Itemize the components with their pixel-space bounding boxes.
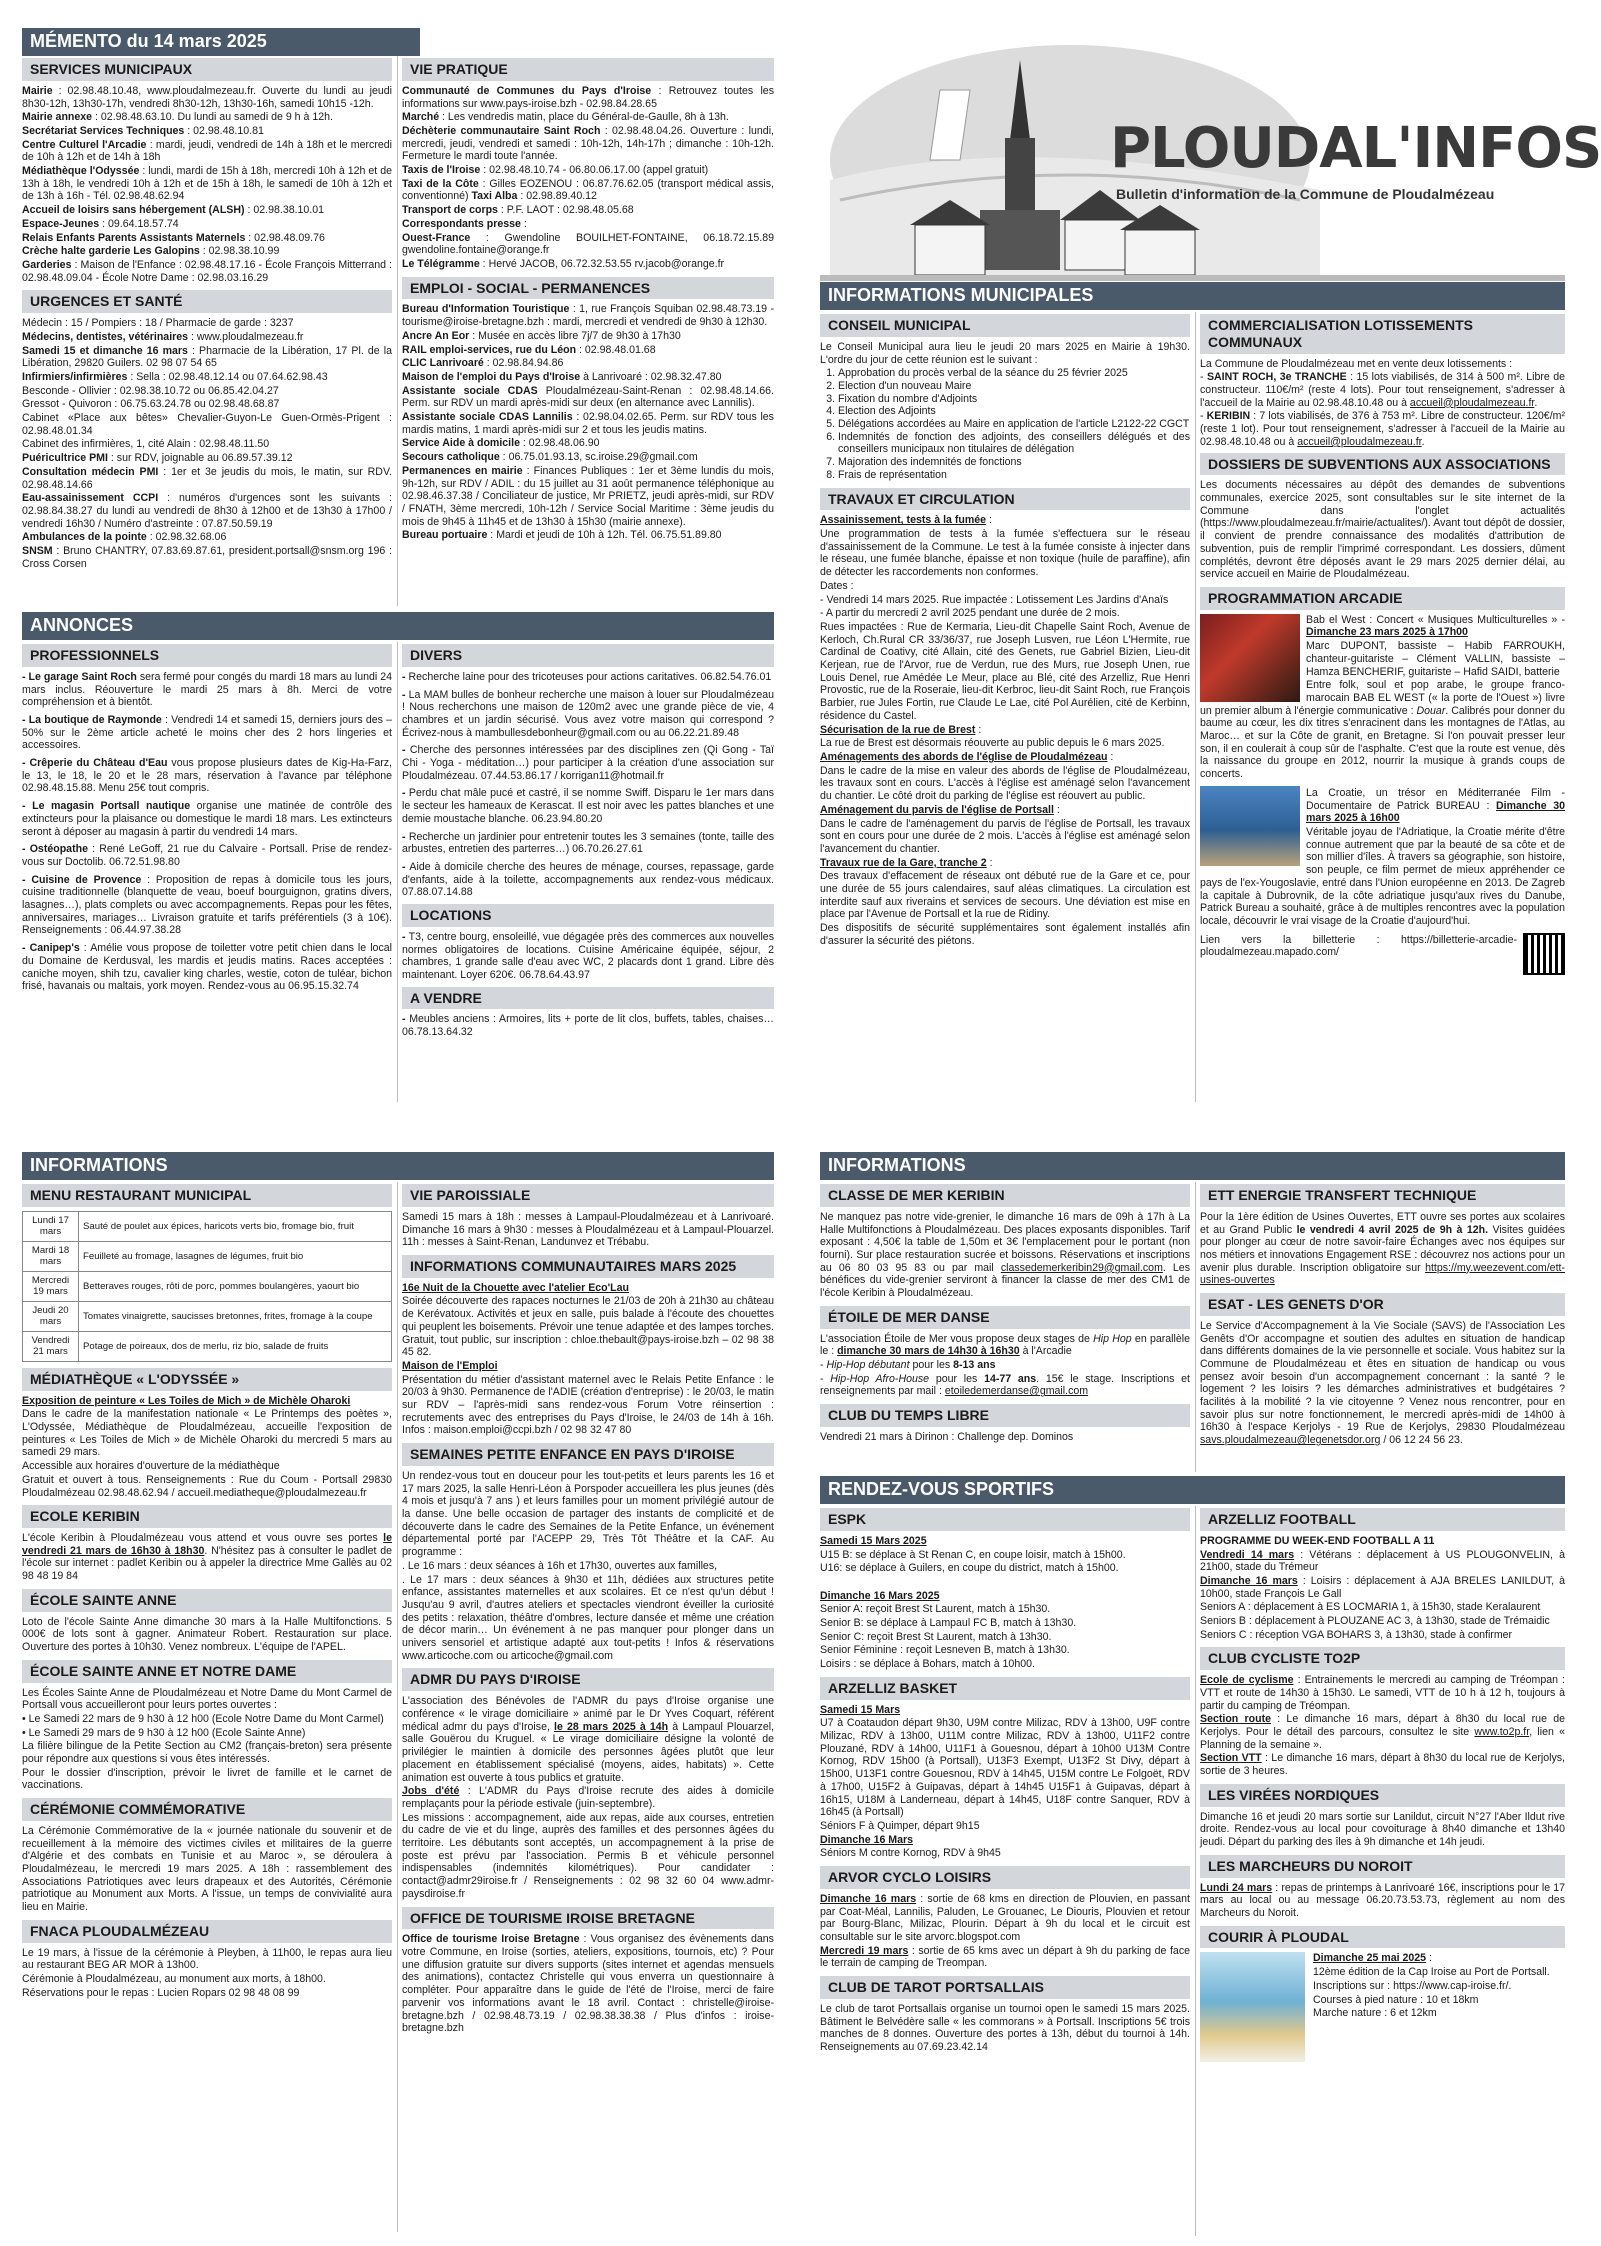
admr-title: ADMR DU PAYS D'IROISE xyxy=(402,1668,774,1691)
text-line: RAIL emploi-services, rue du Léon : 02.98.48.01.68 xyxy=(402,343,656,356)
arcadie-title: PROGRAMMATION ARCADIE xyxy=(1200,587,1565,610)
pros-list xyxy=(22,671,392,993)
qr-code-icon[interactable] xyxy=(1523,933,1565,975)
text-line: Exposition de peinture « Les Toiles de Mich » de Michèle Oharoki xyxy=(22,1394,351,1407)
list-item: - Recherche laine pour des tricoteuses pour actions caritatives. 06.82.54.76.01 xyxy=(402,671,774,684)
list-item: 3. Fixation du nombre d'Adjoints xyxy=(838,393,1190,406)
etoile-text xyxy=(820,1333,1190,1399)
menu-day: Jeudi 20 mars xyxy=(23,1301,79,1331)
menu-dish: Feuilleté au fromage, lasagnes de légumes, fruit bio xyxy=(79,1241,392,1271)
tl-title: CLUB DU TEMPS LIBRE xyxy=(820,1404,1190,1427)
divers-list xyxy=(402,671,774,899)
text-line: Samedi 15 Mars 2025 xyxy=(820,1534,927,1547)
text-line: - KERIBIN : 7 lots viabilisés, de 376 à 753 m². Libre de constructeur. 120€/m² (reste 1 lot). Pour tout renseignement, s'adresser à l'accueil de la Mairie au 02.98.48.10.48 ou à accueil@ploudalmezeau.fr. xyxy=(1200,410,1565,448)
text-line: La filière bilingue de la Petite Section au CM2 (français-breton) sera présente pour répondre aux questions si vous êtes intéressés. xyxy=(22,1740,392,1766)
travaux-title: TRAVAUX ET CIRCULATION xyxy=(820,488,1190,511)
locations-title: LOCATIONS xyxy=(402,904,774,927)
text-line: Médiathèque l'Odyssée : lundi, mardi de 15h à 18h, mercredi 10h à 12h et de 13h à 18h, le vendredi 10h à 12h et de 15h à 18h, le samedi de 10h à 12h et de 13h à 16h - Tél. 02.98.48.62.94 xyxy=(22,165,392,203)
text-line: • Le Samedi 29 mars de 9 h30 à 12 h00 (Ecole Sainte Anne) xyxy=(22,1726,306,1739)
text-line: Accueil de loisirs sans hébergement (ALSH) : 02.98.38.10.01 xyxy=(22,204,325,217)
menu-dish: Betteraves rouges, rôti de porc, pommes boulangères, yaourt bio xyxy=(79,1271,392,1301)
text-line: Cérémonie à Ploudalmézeau, au monument aux morts, à 18h00. xyxy=(22,1973,326,1986)
annonces-band: ANNONCES xyxy=(22,612,774,640)
espk-text xyxy=(820,1535,1190,1671)
text-line: Les missions : accompagnement, aide aux repas, aide aux courses, entretien du cadre de vie et du linge, auprès des familles et des personnes âgées du territoire. Les débutants sont acceptés, un accompagnement à la prise de poste est prévu par l'association. Permis B et véhicule personnel indispensables (indemnités kilométriques). Pour candidater : contact@admr29iroise.fr / Renseignements : 02 98 32 60 04 www.admr-paysdiroise.fr xyxy=(402,1811,774,1900)
text-line: Seniors B : déplacement à PLOUZANE AC 3, à 13h30, stade de Trémaidic xyxy=(1200,1615,1550,1628)
text-line: Dimanche 25 mai 2025 : xyxy=(1313,1952,1432,1965)
semaines-text xyxy=(402,1470,774,1663)
football-title: ARZELLIZ FOOTBALL xyxy=(1200,1508,1565,1531)
courir-title: COURIR À PLOUDAL xyxy=(1200,1926,1565,1949)
tarot-title: CLUB DE TAROT PORTSALLAIS xyxy=(820,1976,1190,1999)
col-pros xyxy=(22,642,392,1112)
marcheurs-title: LES MARCHEURS DU NOROIT xyxy=(1200,1855,1565,1878)
text-line: Samedi 15 et dimanche 16 mars : Pharmacie de la Libération, 17 Pl. de la Libération, 29820 Guilers. 02 98 07 54 65 xyxy=(22,344,392,370)
col-ett xyxy=(1200,1182,1565,1472)
vie-pratique-text xyxy=(402,85,774,271)
text-line: Senior Féminine : reçoit Lesneven B, match à 13h30. xyxy=(820,1644,1070,1657)
list-item: - Canipep's : Amélie vous propose de toiletter votre petit chien dans le local du Domaine de Kerdusval, les mardis et jeudis matins. Races acceptées : caniche moyen, shih tzu, cavalier king charles, westie, coton de tuléar, bichon frisé, havanais ou maltais, york moyen. Rendez-vous au 06.95.15.32.74 xyxy=(22,942,392,993)
ceremonie-title: CÉRÉMONIE COMMÉMORATIVE xyxy=(22,1798,392,1821)
text-line: Inscriptions sur : https://www.cap-iroise.fr/. xyxy=(1313,1979,1512,1992)
brand-title: PLOUDAL'INFOS xyxy=(1110,116,1601,181)
conseil-intro: Le Conseil Municipal aura lieu le jeudi 20 mars 2025 en Mairie à 19h30. L'ordre du jour de cette réunion est le suivant : xyxy=(820,340,1190,366)
keribin-text: L'école Keribin à Ploudalmézeau vous attend et vous ouvre ses portes le vendredi 21 mars de 16h30 à 18h30. N'hésitez pas à consulter le padlet de l'école sur internet : padlet Keribin ou à appeler la directrice Mme Gallès au 02 98 48 19 84 xyxy=(22,1532,392,1583)
text-line: Assistante sociale CDAS Lannilis : 02.98.04.02.65. Perm. sur RDV tous les mardis matins, 1 mardi après-midi sur 2 et tous les jeudis matins. xyxy=(402,411,774,436)
text-line: Séniors M contre Kornog, RDV à 9h45 xyxy=(820,1847,1001,1860)
vie-pratique-title: VIE PRATIQUE xyxy=(402,58,774,81)
text-line: Un rendez-vous tout en douceur pour les tout-petits et leurs parents les 16 et 17 mars 2025, la salle Henri-Léon à Porspoder accueillera les plus jeunes (dès 4 mois et jusqu'à 7 ans ) et leurs familles pour un moment privilégié autour de la danse. Une belle occasion de partager des instants de complicité et de découverte dans le cadre des Semaines de la Petite Enfance, un événement départemental porté par l'ACEPP 29, Très Tôt Théâtre et la CAF. Au programme : xyxy=(402,1469,774,1559)
text-line: Dimanche 16 Mars xyxy=(820,1833,914,1846)
ett-text: Pour la 1ère édition de Usines Ouvertes, ETT ouvre ses portes aux scolaires et au Grand Public le vendredi 4 avril 2025 de 9h à 12h. Visites guidées pour plonger au cœur de notre savoir-faire Échanges avec nos équipes sur nos métiers et innovations Engagement RSE : découvrez nos actions pour un avenir plus durable. Inscription obligatoire sur https://my.weezevent.com/ett-usines-ouvertes xyxy=(1200,1210,1565,1287)
text-line: Ouest-France : Gwendoline BOUILHET-FONTAINE, 06.18.72.15.89 gwendoline.fontaine@orange.fr xyxy=(402,231,774,257)
text-line: L'association des Bénévoles de l'ADMR du pays d'Iroise organise une conférence « le virage domiciliaire » animé par le Dr Yves Coquart, référent médical admr du pays d'Iroise, le 28 mars 2025 à 14h à Lampaul Plouarzel, salle Gouërou du Kruguel. « Le virage domiciliaire désigne la volonté de privilégier le maintien à domicile des personnes âgées plutôt que leur placement en établissement spécialisé (moyens, aides, habitats) ». Cette animation est ouverte à tous publics et gratuite. xyxy=(402,1695,775,1784)
arcadie-link[interactable]: Lien vers la billetterie : https://billetterie-arcadie-ploudalmezeau.mapado.com/ xyxy=(1200,933,1517,959)
text-line: Maison de l'Emploi xyxy=(402,1359,498,1372)
croatia-photo xyxy=(1200,786,1300,866)
menu-dish: Tomates vinaigrette, saucisses bretonnes, frites, fromage à la coupe xyxy=(79,1301,392,1331)
arcadie-p2: Marc DUPONT, bassiste – Habib FARROUKH, chanteur-guitariste – Clément VALLIN, bassiste – Hamza BENCHERIF, guitariste – Hafid SAIDI, batterie xyxy=(1306,640,1565,678)
col-comm xyxy=(1200,312,1565,1112)
col-paroisse xyxy=(402,1182,774,2242)
text-line: Ecole de cyclisme : Entrainements le mercredi au camping de Tréompan : VTT et route de 14h30 à 15h30. Le samedi, VTT de 10 h à 12 h, toujours à partir du camping de Tréompan. xyxy=(1200,1674,1565,1712)
ett-title: ETT ENERGIE TRANSFERT TECHNIQUE xyxy=(1200,1184,1565,1207)
text-line: SNSM : Bruno CHANTRY, 07.83.69.87.61, president.portsall@snsm.org 196 : Cross Corsen xyxy=(22,545,392,570)
commu-title: INFORMATIONS COMMUNAUTAIRES MARS 2025 xyxy=(402,1255,774,1278)
menu-dish: Sauté de poulet aux épices, haricots verts bio, fromage bio, fruit xyxy=(79,1211,392,1241)
concert-photo xyxy=(1200,614,1300,702)
text-line: . Le 17 mars : deux séances à 9h30 et 11h, dédiées aux structures petite enfance, assistantes maternelles et aux scolaires. Et ce n'est qu'un début ! Jusqu'au 9 avril, d'autres ateliers et spectacles viendront éveiller la curiosité des petits : relaxation, théâtre d'ombres, lecture dansée et même une création de décor marin… Un événement à ne pas manquer pour plonger dans un univers sensoriel et artistique adapté aux tout-petits ! Infos & réservations www.articoche.com ou articoche@gmail.com xyxy=(402,1573,774,1662)
list-item: - T3, centre bourg, ensoleillé, vue dégagée près des commerces aux nouvelles normes obligatoires de locations. Cuisine Américaine équipée, séjour, 2 chambres, 1 grande salle d'eau avec WC, 2 placards dont 1 grand. Libre dès maintenant. Loyer 620€. 06.78.64.43.97 xyxy=(402,931,774,982)
text-line: - Hip-Hop débutant pour les 8-13 ans xyxy=(820,1358,996,1371)
list-item: - Cuisine de Provence : Proposition de repas à domicile tous les jours, cuisine traditionnelle (blanquette de veau, boeuf bourguignon, gratins divers, lasagnes…), plats complets ou avec accompagnements. Repas pour les fêtes, anniversaires, mariages… Livraison gratuite et tarifs préférentiels (3 à 10€). Renseignements : 06.44.97.38.28 xyxy=(22,874,392,938)
text-line: Centre Culturel l'Arcadie : mardi, jeudi, vendredi de 14h à 18h et le mercredi de 10h à 12h et de 14h à 18h xyxy=(22,138,392,164)
col-divers xyxy=(402,642,774,1112)
text-line: Accessible aux horaires d'ouverture de la médiathèque xyxy=(22,1460,280,1473)
brand-subtitle: Bulletin d'information de la Commune de Ploudalmézeau xyxy=(1116,186,1495,202)
info-left-band: INFORMATIONS xyxy=(22,1152,774,1180)
menu-day: Mercredi 19 mars xyxy=(23,1271,79,1301)
text-line: Dates : xyxy=(820,579,854,592)
vendre-list xyxy=(402,1013,774,1038)
ste-anne-nd-title: ÉCOLE SAINTE ANNE ET NOTRE DAME xyxy=(22,1660,392,1683)
text-line: Vendredi 14 mars : Vétérans : déplacement à US PLOUGONVELIN, à 21h00, stade du Trémeur xyxy=(1200,1548,1565,1574)
conseil-title: CONSEIL MUNICIPAL xyxy=(820,314,1190,337)
text-line: Mairie annexe : 02.98.48.63.10. Du lundi au samedi de 9 h à 12h. xyxy=(22,111,333,124)
list-item: 2. Election d'un nouveau Maire xyxy=(838,380,1190,393)
services-text xyxy=(22,85,392,285)
text-line: Consultation médecin PMI : 1er et 3e jeudis du mois, le matin, sur RDV. 02.98.48.14.66 xyxy=(22,465,392,491)
text-line: Maison de l'emploi du Pays d'Iroise à Lanrivoaré : 02.98.32.47.80 xyxy=(402,370,722,383)
text-line: Mairie : 02.98.48.10.48, www.ploudalmezeau.fr. Ouverte du lundi au jeudi 8h30-12h, 13h30-17h, vendredi 8h30-12h, 13h30-16h, samedi 10h15 -12h. xyxy=(22,84,392,110)
text-line: Service Aide à domicile : 02.98.48.06.90 xyxy=(402,437,600,450)
list-item: 8. Frais de représentation xyxy=(838,469,1190,482)
text-line: Puéricultrice PMI : sur RDV, joignable au 06.89.57.39.12 xyxy=(22,452,293,465)
list-item: - Perdu chat mâle pucé et castré, il se nomme Swiff. Disparu le 1er mars dans le secteur les hameaux de Kerascat. Il est noir avec les pattes blanches et une demie moustache blanche. 06.23.94.80.20 xyxy=(402,787,774,825)
menu-day: Vendredi 21 mars xyxy=(23,1331,79,1361)
semaines-title: SEMAINES PETITE ENFANCE EN PAYS D'IROISE xyxy=(402,1443,774,1466)
ceremonie-text: La Cérémonie Commémorative de la « journée nationale du souvenir et de recueillement à la mémoire des victimes civiles et militaires de la guerre d'Algérie et des combats en Tunisie et au Maroc », se déroulera à Ploudalmézeau, le mercredi 19 mars 2025. A 18h : rassemblement des Associations Patriotiques avec leurs drapeaux et des Autorités, Cérémonie patriotique au Monument aux Morts. A l'issue, un temps de convivialité aura lieu en Mairie. xyxy=(22,1824,392,1914)
list-item: 7. Majoration des indemnités de fonctions xyxy=(838,456,1190,469)
services-title: SERVICES MUNICIPAUX xyxy=(22,58,392,81)
tl-text: Vendredi 21 mars à Dirinon : Challenge dep. Dominos xyxy=(820,1430,1074,1443)
text-line: Crèche halte garderie Les Galopins : 02.98.38.10.99 xyxy=(22,245,280,258)
list-item: - La boutique de Raymonde : Vendredi 14 et samedi 15, derniers jours des – 50% sur le 2ème article acheté le moins cher des 2 hors lingeries et accessoires. xyxy=(22,714,392,752)
text-line: Séniors F à Quimper, départ 9h15 xyxy=(820,1819,980,1832)
emploi-title: EMPLOI - SOCIAL - PERMANENCES xyxy=(402,277,774,300)
esat-title: ESAT - LES GENETS D'OR xyxy=(1200,1293,1565,1316)
text-line: Ambulances de la pointe : 02.98.32.68.06 xyxy=(22,531,227,544)
menu-table xyxy=(22,1211,392,1362)
text-line: Travaux rue de la Gare, tranche 2 : xyxy=(820,856,993,869)
list-item: - Cherche des personnes intéressées par des disciplines zen (Qi Gong - Taï Chi - Yoga - méditation…) pour participer à la création d'une association sur Ploudalmézeau. 07.44.53.86.17 / korrigan11@hotmail.fr xyxy=(402,744,774,782)
cycliste-text xyxy=(1200,1674,1565,1778)
text-line: Des travaux d'effacement de réseaux ont débuté rue de la Gare et ce, pour une durée de 55 jours calendaires, sauf aléas climatiques. La circulation est interdite sauf aux riverains et services de secours. Une déviation est mise en place par l'Avenue de Portsall et la rue de Ridiny. xyxy=(820,870,1190,921)
arcadie-p3: Entre folk, soul et pop arabe, le groupe franco-marocain BAB EL WEST (« la porte de l'Ouest ») livre un premier album à l'énergie communicative : Douar. Calibrés pour donner du baume au cœur, les dix titres s'enracinent dans les montagnes de l'Atlas, au Maroc… et sur la Côte de granit, en Bretagne. Si l'on pouvait presser leur son, il en coulerait à coup sûr de l'asphalte. C'est que la route est venue, dès la naissance du groupe en 2012, nourrir la musique à grands coups de concerts. xyxy=(1200,679,1565,781)
virees-title: LES VIRÉES NORDIQUES xyxy=(1200,1784,1565,1807)
text-line: Seniors C : réception VGA BOHARS 3, à 13h30, stade à confirmer xyxy=(1200,1628,1513,1641)
text-line: Section VTT : Le dimanche 16 mars, départ à 8h30 du local rue de Kerjolys, sortie de 3 heures. xyxy=(1200,1752,1565,1778)
text-line: - SAINT ROCH, 3e TRANCHE : 15 lots viabilisés, de 314 à 500 m². Libre de constructeur. 110€/m² (reste 4 lots). Pour tout renseignement, s'adresser à l'accueil de la Mairie au 02.98.48.10.48 ou à accueil@ploudalmezeau.fr. xyxy=(1200,371,1565,409)
urgences-text xyxy=(22,317,392,570)
text-line: Secrétariat Services Techniques : 02.98.48.10.81 xyxy=(22,124,264,137)
office-text: Office de tourisme Iroise Bretagne : Vous organisez des évènements dans votre Commune, en Iroise (sorties, ateliers, expositions, tournois, etc) ? Pour une diffusion gratuite sur divers supports (sites internet et agendas mensuels des animations), contactez Christelle qui vous enverra un questionnaire à compléter. Pour apparaître dans le guide de l'été de l'Iroise, merci de faire parvenir vos informations avant le 18 avril. Contact : christelle@iroise-bretagne.bzh / 02.98.48.73.19 / 02.98.38.38.38 / Plus d'infos : iroise-bretagne.bzh xyxy=(402,1933,774,2035)
vendre-title: A VENDRE xyxy=(402,987,774,1010)
text-line: Assainissement, tests à la fumée : xyxy=(820,514,992,527)
subv-title: DOSSIERS DE SUBVENTIONS AUX ASSOCIATIONS xyxy=(1200,453,1565,476)
text-line: Senior B: se déplace à Lampaul FC B, match à 13h30. xyxy=(820,1617,1077,1630)
text-line: CLIC Lanrivoaré : 02.98.84.94.86 xyxy=(402,357,564,370)
commu-text xyxy=(402,1282,774,1437)
text-line: Transport de corps : P.F. LAOT : 02.98.48.05.68 xyxy=(402,204,634,217)
col-conseil xyxy=(820,312,1190,1112)
text-line: Dans le cadre de la mise en valeur des abords de l'église de Ploudalmézeau, les travaux sont en cours. L'accès à l'église est aménagé selon l'avancement du chantier. Le côté droit du parking de l'église est réouvert au public. xyxy=(820,764,1190,803)
arvor-text xyxy=(820,1893,1190,1970)
marcheurs-text: Lundi 24 mars : repas de printemps à Lanrivoaré 16€, inscriptions pour le 17 mars au local ou au message 06.20.73.53.73, règlement au nom des Marcheurs du Noroit. xyxy=(1200,1881,1566,1919)
text-line: . Le 16 mars : deux séances à 16h et 17h30, ouvertes aux familles, xyxy=(402,1559,718,1572)
list-item: - Aide à domicile cherche des heures de ménage, courses, repassage, garde d'enfants, aide à la toilette, accompagnements aux rendez-vous médicaux. 07.88.07.14.88 xyxy=(402,861,774,899)
text-line: Senior A: reçoit Brest St Laurent, match à 15h30. xyxy=(820,1603,1051,1616)
list-item: - Crêperie du Château d'Eau vous propose plusieurs dates de Kig-Ha-Farz, le 13, le 18, le 20 et le 28 mars, réservation à l'avance par téléphone 02.98.48.15.88. Menu 25€ tout compris. xyxy=(22,757,392,795)
comm-text xyxy=(1200,358,1565,449)
text-line: Bureau d'Information Touristique : 1, rue François Squiban 02.98.48.73.19 - tourisme@iroise-bretagne.bzh : mardi, mercredi et vendredi de 9h30 à 12h30. xyxy=(402,303,774,329)
text-line: Bureau portuaire : Mardi et jeudi de 10h à 12h. Tél. 06.75.51.89.80 xyxy=(402,529,722,542)
text-line: Médecins, dentistes, vétérinaires : www.ploudalmezeau.fr xyxy=(22,330,304,343)
text-line: Les Écoles Sainte Anne de Ploudalmézeau et Notre Dame du Mont Carmel de Portsall vous accueilleront pour leurs portes ouvertes : xyxy=(22,1686,392,1712)
odyssee-text xyxy=(22,1395,392,1500)
arvor-title: ARVOR CYCLO LOISIRS xyxy=(820,1866,1190,1889)
text-line: Dimanche 16 mars : Loisirs : déplacement à AJA BRELES LANILDUT, à 10h00, stade François Le Gall xyxy=(1200,1574,1565,1600)
text-line: Besconde - Ollivier : 02.98.38.10.72 ou 06.85.42.04.27 xyxy=(22,384,279,397)
ste-anne-text: Loto de l'école Sainte Anne dimanche 30 mars à la Halle Multifonctions. 5 000€ de lots sont à gagner. Animateur Robert. Restauration sur place. Ouverture des portes à 10h30. Venez nombreux. L'équipe de l'APEL. xyxy=(22,1615,392,1654)
text-line: Cabinet «Place aux bêtes» Chevalier-Guyon-Le Guen-Ormès-Prigent : 02.98.48.01.34 xyxy=(22,412,392,437)
list-item: 6. Indemnités de fonction des adjoints, des conseillers délégués et des conseillers municipaux non titulaires de délégation xyxy=(838,431,1190,456)
text-line: Gratuit et ouvert à tous. Renseignements : Rue du Coum - Portsall 29830 Ploudalmézeau 02.98.48.62.94 / accueil.mediatheque@ploudalmezeau.fr xyxy=(22,1473,392,1499)
text-line: Une programmation de tests à la fumée s'effectuera sur le réseau d'assainissement de la Commune. Le test à la fumée consiste à injecter dans le réseau, une fumée blanche, épaisse et non toxique (huile de paraffine), afin de détecter les raccordements non conformes. xyxy=(820,528,1190,579)
fnaca-text xyxy=(22,1947,392,2000)
col-vie-pratique xyxy=(402,56,774,616)
text-line: Médecin : 15 / Pompiers : 18 / Pharmacie de garde : 3237 xyxy=(22,317,294,330)
esat-text: Le Service d'Accompagnement à la Vie Sociale (SAVS) de l'Association Les Genêts d'Or accompagne et soutien des adultes en situation de handicap dans différents domaines de la vie personnelle et sociale. Vous habitez sur la Commune de Ploudalmézeau et êtes en situation de handicap ou vous pensez avoir besoin d'un accompagnement concernant : la santé ? le logement ? les loisirs ? les démarches administratives et budgétaires ? facilités à la mobilité ? la vie citoyenne ? Venez nous rencontrer, pour en savoir plus sur notre fonctionnement, le mercredi après-midi de 14h00 à 16h30 à l'espace Kerjolys - 19 Rue de Kerjolys, 29830 Ploudalmézeau savs.ploudalmezeau@legenetsdor.org / 06 12 24 56 23. xyxy=(1200,1319,1565,1447)
text-line: Seniors A : déplacement à ES LOCMARIA 1, à 15h30, stade Keralaurent xyxy=(1200,1601,1541,1614)
text-line: Rues impactées : Rue de Kermaria, Lieu-dit Chapelle Saint Roch, Avenue de Kerloch, Ch.Rural CR 33/36/37, rue Joseph Lusven, rue Léon L'Hermite, rue Cardinal de Coativy, cité Allain, cité des Genets, rue Gabriel Bizien, Lieu-dit Kerjean, rue de l'Arvor, rue de Verdun, rue des Murs, rue Joseph Unen, rue Louis Denel, rue Amédée Le Meur, place au Blé, cité des Arzelliz, Rue Henri Provostic, rue de la Roseraie, lieu-dit Kerbroc, lieu-dit Saint Roch, rue François Barbier, rue Jules Fortin, rue Claude Le Lae, cité Pol Aurélien, cité de Kerbinn, résidence du Castel. xyxy=(820,620,1190,722)
pros-title: PROFESSIONNELS xyxy=(22,644,392,667)
text-line: Marche nature : 6 et 12km xyxy=(1313,2007,1437,2020)
text-line xyxy=(820,1576,1190,1589)
text-line: Samedi 15 Mars xyxy=(820,1703,901,1716)
col-menu xyxy=(22,1182,392,2242)
col-keribin-mer xyxy=(820,1182,1190,1472)
text-line: Permanences en mairie : Finances Publiques : 1er et 3ème lundis du mois, 9h-12h, sur RDV / ADIL : du 15 juillet au 31 août permanence téléphonique au 02.98.46.37.38 / Conciliateur de justice, Mr PRIETZ, jeudi après-midi, sur RDV / FNATH, 3ème mercredi, 10h-12h / Service Social Maritime : 3ème jeudis du mois de 9h45 à 11h45 et de 13h30 à 15h30 (mairie annexe). xyxy=(402,464,774,528)
text-line: Garderies : Maison de l'Enfance : 02.98.48.17.16 - École François Mitterrand : 02.98.48.09.04 - École Notre Dame : 02.98.03.16.29 xyxy=(22,258,392,284)
text-line: Le 19 mars, à l'issue de la cérémonie à Pleyben, à 11h00, le repas aura lieu au restaurant BEG AR MOR à 13h00. xyxy=(22,1946,392,1972)
list-item: - Recherche un jardinier pour entretenir toutes les 3 semaines (tonte, taille des arbustes, entretien des parterres…) 06.70.26.27.61 xyxy=(402,831,774,856)
etoile-title: ÉTOILE DE MER DANSE xyxy=(820,1306,1190,1329)
cap-iroise-poster xyxy=(1200,1952,1305,2062)
col-football xyxy=(1200,1506,1565,2242)
text-line: Infirmiers/infirmières : Sella : 02.98.48.12.14 ou 07.64.62.98.43 xyxy=(22,370,328,383)
text-line: Jobs d'été : L'ADMR du Pays d'Iroise recrute des aides à domicile remplaçants pour la période estivale (juin-septembre). xyxy=(402,1785,774,1810)
conseil-list xyxy=(820,367,1190,481)
keribin-mer-text: Ne manquez pas notre vide-grenier, le dimanche 16 mars de 09h à 17h à La Halle Multifonctions à Ploudalmézeau. Des places exposants disponibles. Tarif exposant : 4,50€ la table de 1,50m et 3€ l'emplacement pour le portant (non fourni). Sur place restauration sucrée et boissons. Réservations et inscriptions au 06 80 03 95 83 ou par mail classedemerkeribin29@gmail.com. Les bénéfices du vide-grenier serviront à financer la classe de mer des CM1 de l'école Keribin à Ploudalmézeau. xyxy=(820,1210,1190,1300)
text-line: PROGRAMME DU WEEK-END FOOTBALL A 11 xyxy=(1200,1534,1435,1547)
arcadie-p5: Véritable joyau de l'Adriatique, la Croatie mérite d'être connue autrement que par la beauté de sa côte et de son millier d'îles. À travers sa géographie, son histoire, son peuple, ce film permet de mieux appréhender ce pays de l'ex-Yougoslavie, entré dans l'Union européenne en 2013. De Zagreb la capitale à Dubrovnik, de la côte adriatique jusqu'aux rives du Danube, Patrick Bureau a souhaité, grâce à de multiples rencontres avec la population locale, découvrir le vrai visage de la Croatie d'aujourd'hui. xyxy=(1200,825,1565,927)
text-line: Mercredi 19 mars : sortie de 65 kms avec un départ à 9h du parking de face le terrain de camping de Treompan. xyxy=(820,1944,1191,1970)
table-row xyxy=(23,1271,392,1301)
subv-text: Les documents nécessaires au dépôt des demandes de subventions communales, exercice 2025, sont consultables sur le site internet de la Commune dans l'onglet actualités (https://www.ploudalmezeau.fr/mairie/actualites/). Avant tout dépôt de dossier, il convient de prendre connaissance des modalités d'attribution de subvention, puis de remplir l'imprimé correspondant. Les dossiers, dûment complétés, devront être déposés avant le 29 mars 2025 dernier délai, au service accueil en Mairie de Ploudalmézeau. xyxy=(1200,479,1565,581)
travaux-text xyxy=(820,514,1190,947)
keribin-mer-title: CLASSE DE MER KERIBIN xyxy=(820,1184,1190,1207)
text-line: - Hip-Hop Afro-House pour les 14-77 ans. 15€ le stage. Inscriptions et renseignements par mail : etoiledemerdanse@gmail.com xyxy=(820,1372,1191,1398)
text-line: Assistante sociale CDAS Ploudalmézeau-Saint-Renan : 02.98.48.14.66. Perm. sur RDV un mardi après-midi sur deux (en alternance avec Lannilis). xyxy=(402,384,774,410)
memento-band: MÉMENTO du 14 mars 2025 xyxy=(22,28,420,56)
sports-band: RENDEZ-VOUS SPORTIFS xyxy=(820,1476,1565,1504)
text-line: Relais Enfants Parents Assistants Maternels : 02.98.48.09.76 xyxy=(22,231,325,244)
arcadie-p4: La Croatie, un trésor en Méditerranée Film - Documentaire de Patrick BUREAU : Dimanche 30 mars 2025 à 16h00 xyxy=(1306,786,1565,825)
arcadie-block xyxy=(1200,614,1565,959)
list-item: - La MAM bulles de bonheur recherche une maison à louer sur Ploudalmézeau ! Nous recherchons une maison de 120m2 avec une grande pièce de vie, 4 chambres et un jardin sécurisé. Vous avez votre maison qui correspond ? Écrivez-nous à mambullesdebonheur@gmail.com ou au 06.22.21.89.48 xyxy=(402,689,774,740)
basket-title: ARZELLIZ BASKET xyxy=(820,1677,1190,1700)
text-line: Marché : Les vendredis matin, place du Général-de-Gaulle, 8h à 13h. xyxy=(402,111,729,124)
list-item: - Ostéopathe : René LeGoff, 21 rue du Calvaire - Portsall. Prise de rendez-vous sur Doctolib. 06.72.51.98.80 xyxy=(22,843,392,868)
col-espk xyxy=(820,1506,1190,2242)
table-row xyxy=(23,1211,392,1241)
list-item: 1. Approbation du procès verbal de la séance du 25 février 2025 xyxy=(838,367,1190,380)
list-item: - Le garage Saint Roch sera fermé pour congés du mardi 18 mars au lundi 24 mars inclus. Réouverture le mardi 25 mars à 8h. Merci de votre compréhension et à bientôt. xyxy=(22,671,392,709)
text-line: U16: se déplace à Guilers, en coupe du district, match à 15h00. xyxy=(820,1562,1119,1575)
text-line: Cabinet des infirmières, 1, cité Alain : 02.98.48.11.50 xyxy=(22,438,270,451)
text-line: 16e Nuit de la Chouette avec l'atelier Eco'Lau xyxy=(402,1281,629,1294)
infos-muni-band: INFORMATIONS MUNICIPALES xyxy=(820,282,1565,310)
text-line: Soirée découverte des rapaces nocturnes le 21/03 de 20h à 21h30 au château de Kerévatoux. Activités et jeux en salle, puis balade à l'écoute des chouettes qui peuplent les boisements. Prévoir une tenue adaptée et des lampes torches. Gratuit, tout public, sur inscription : chloe.thebault@pays-iroise.bzh – 02 98 38 45 82. xyxy=(402,1295,774,1359)
fnaca-title: FNACA PLOUDALMÉZEAU xyxy=(22,1920,392,1943)
text-line: Communauté de Communes du Pays d'Iroise : Retrouvez toutes les informations sur www.pays-iroise.bzh - 02.98.84.28.65 xyxy=(402,84,774,110)
text-line: Gressot - Quivoron : 06.75.63.24.78 ou 02.98.48.68.87 xyxy=(22,398,280,411)
ste-anne-nd-text xyxy=(22,1687,392,1793)
menu-dish: Potage de poireaux, dos de merlu, riz bio, salade de fruits xyxy=(79,1331,392,1361)
divers-title: DIVERS xyxy=(402,644,774,667)
text-line: Loisirs : se déplace à Bohars, match à 10h00. xyxy=(820,1658,1035,1671)
text-line: - Vendredi 14 mars 2025. Rue impactée : Lotissement Les Jardins d'Anaïs xyxy=(820,593,1169,606)
emploi-text xyxy=(402,303,774,542)
text-line: Taxi de la Côte : Gilles EOZENOU : 06.87.76.62.05 (transport médical assis, conventionné) Taxi Alba : 02.98.89.40.12 xyxy=(402,177,774,203)
text-line: Senior C: reçoit Brest St Laurent, match à 13h30. xyxy=(820,1630,1052,1643)
list-item: 4. Election des Adjoints xyxy=(838,405,1190,418)
text-line: Aménagements des abords de l'église de Ploudalmézeau : xyxy=(820,750,1114,763)
text-line: U7 à Coataudon départ 9h30, U9M contre Milizac, RDV à 13h00, U9F contre Milizac, RDV à 13h00, U11M contre Milizac, RDV à 13h00, U11F2 contre Plouzané, RDV à 14h00, U11F1 à Gouesnou, départ à 10h00 U13M Contre Kornog, RDV 15h00 (à Portsall), U13F3 Exempt, U13F2 St Divy, départ à 15h00, U13F1 contre Gouesnou, RDV à 14h45, U15M contre Le Folgoët, RDV à 17h00, U15F2 à Guipavas, départ à 14h45 U15F1 à Guipavas, départ à 16h15, U18M à Landerneau, départ à 14h45, U18F contre Sanquer, RDV à 16h45 (à Portsall) xyxy=(820,1717,1190,1819)
cycliste-title: CLUB CYCLISTE TO2P xyxy=(1200,1647,1565,1670)
text-line: Sécurisation de la rue de Brest : xyxy=(820,723,982,736)
football-text xyxy=(1200,1535,1565,1642)
keribin-title: ECOLE KERIBIN xyxy=(22,1505,392,1528)
text-line: Secours catholique : 06.75.01.93.13, sc.iroise.29@gmail.com xyxy=(402,451,698,464)
text-line: La rue de Brest est désormais réouverte au public depuis le 6 mars 2025. xyxy=(820,737,1165,750)
text-line: Courses à pied nature : 10 et 18km xyxy=(1313,1993,1479,2006)
locations-list xyxy=(402,931,774,982)
text-line: Pour le dossier d'inscription, prévoir le livret de famille et le carnet de vaccinations. xyxy=(22,1766,392,1792)
text-line: L'association Étoile de Mer vous propose deux stages de Hip Hop en parallèle le : dimanche 30 mars de 14h30 à 16h30 à l'Arcadie xyxy=(820,1332,1190,1358)
text-line: • Le Samedi 22 mars de 9 h30 à 12 h00 (Ecole Notre Dame du Mont Carmel) xyxy=(22,1712,384,1725)
admr-text xyxy=(402,1695,774,1900)
list-item: - Le magasin Portsall nautique organise une matinée de contrôle des extincteurs pour la plaisance ou domestique le mardi 18 mars. Les extincteurs seront à déposer au magasin à partir du vendredi 14 mars. xyxy=(22,800,392,838)
text-line: U15 B: se déplace à St Renan C, en coupe loisir, match à 15h00. xyxy=(820,1548,1126,1561)
urgences-title: URGENCES ET SANTÉ xyxy=(22,290,392,313)
text-line: Réservations pour le repas : Lucien Ropars 02 98 48 08 99 xyxy=(22,1986,300,1999)
table-row xyxy=(23,1331,392,1361)
text-line: Eau-assainissement CCPI : numéros d'urgences sont les suivants : 02.98.84.38.27 du lundi au vendredi de 8h30 à 12h00 et de 13h30 à 17h00 / vendredi 16h30 / Numéro d'astreinte : 07.87.50.59.19 xyxy=(22,492,392,530)
arcadie-p1: Bab el West : Concert « Musiques Multiculturelles » - Dimanche 23 mars 2025 à 17h00 xyxy=(1306,613,1565,639)
basket-text xyxy=(820,1704,1190,1860)
info-right-band: INFORMATIONS xyxy=(820,1152,1565,1180)
menu-title: MENU RESTAURANT MUNICIPAL xyxy=(22,1184,392,1207)
text-line: Dans le cadre de l'aménagement du parvis de l'église de Portsall, les travaux sont en cours pour une durée de 2 mois. L'accès à l'église est aménagé selon l'avancement du chantier. xyxy=(820,817,1190,855)
text-line: Taxis de l'Iroise : 02.98.48.10.74 - 06.80.06.17.00 (appel gratuit) xyxy=(402,164,709,177)
list-item: - Meubles anciens : Armoires, lits + porte de lit clos, buffets, tables, chaises… 06.78.13.64.32 xyxy=(402,1013,774,1038)
text-line: Espace-Jeunes : 09.64.18.57.74 xyxy=(22,217,179,230)
col-services xyxy=(22,56,392,616)
text-line: Le Télégramme : Hervé JACOB, 06.72.32.53.55 rv.jacob@orange.fr xyxy=(402,257,725,270)
text-line: - A partir du mercredi 2 avril 2025 pendant une durée de 2 mois. xyxy=(820,607,1120,620)
menu-day: Lundi 17 mars xyxy=(23,1211,79,1241)
text-line: Correspondants presse : xyxy=(402,217,527,230)
comm-title: COMMERCIALISATION LOTISSEMENTS COMMUNAUX xyxy=(1200,314,1565,354)
paroisse-title: VIE PAROISSIALE xyxy=(402,1184,774,1207)
table-row xyxy=(23,1241,392,1271)
paroisse-text: Samedi 15 mars à 18h : messes à Lampaul-Ploudalmézeau et à Lanrivoaré. Dimanche 16 mars à 9h30 : messes à Ploudalmézeau et à Lampaul-Plouarzel. 11h : messes à Saint-Renan, Landunvez et Trébabu. xyxy=(402,1210,774,1249)
ste-anne-title: ÉCOLE SAINTE ANNE xyxy=(22,1589,392,1612)
text-line: Déchèterie communautaire Saint Roch : 02.98.48.04.26. Ouverture : lundi, mercredi, jeudi, vendredi et samedi : 10h-12h, 14h-17h ; dimanche : 10h-12h. Fermeture le mardi toute l'année. xyxy=(402,124,774,163)
text-line: Ancre An Eor : Musée en accès libre 7j/7 de 9h30 à 17h30 xyxy=(402,329,681,342)
virees-text: Dimanche 16 et jeudi 20 mars sortie sur Lanildut, circuit N°27 l'Aber Ildut rive droite. Rendez-vous au local pour covoiturage à 8h40 dimanche et 13h40 jeudi. Départ du parking des îles à 9h dimanche et 14h jeudi. xyxy=(1200,1810,1565,1849)
menu-day: Mardi 18 mars xyxy=(23,1241,79,1271)
text-line: Dans le cadre de la manifestation nationale « Le Printemps des poètes », L'Odyssée, Médiathèque de Ploudalmézeau, accueille l'exposition de peintures « Les Toiles de Mich » de Michèle Oharoki du mercredi 5 mars au samedi 29 mars. xyxy=(22,1408,392,1459)
text-line: Des dispositifs de sécurité supplémentaires sont également installés afin d'assurer la sécurité des piétons. xyxy=(820,922,1190,947)
text-line: Dimanche 16 mars : sortie de 68 kms en direction de Plouvien, en passant par Coat-Méal, Lannilis, Paluden, Le Grouanec, Le Diouris, Plouvien et retour par Bourg-Blanc, Milizac, Plourin. Départ à 9h du local et le circuit est consultable sur le site arvorc.blogspot.com xyxy=(820,1892,1190,1943)
tarot-text: Le club de tarot Portsallais organise un tournoi open le samedi 15 mars 2025. Bâtiment le Belvédère salle « les commorans » à Portsall. Inscriptions 5€ trois manches de 8 donnes. Ouverture des portes à 13h, début du tournoi à 14h. Renseignements au 07.69.23.42.14 xyxy=(820,2002,1190,2053)
text-line: Présentation du métier d'assistant maternel avec le Relais Petite Enfance : le 20/03 à 9h30. Permanence de l'ADIE (création d'entreprise) : le 20/03, le matin sur RDV – l'après-midi sans rendez-vous Forum Votre réinsertion : recrutements avec des entreprises du Pays d'Iroise, le 24/03 de 14h à 16h. Infos : maison.emploi@ccpi.bzh / 02 98 32 47 80 xyxy=(402,1373,774,1437)
office-title: OFFICE DE TOURISME IROISE BRETAGNE xyxy=(402,1907,774,1930)
odyssee-title: MÉDIATHÈQUE « L'ODYSSÉE » xyxy=(22,1368,392,1391)
text-line: Dimanche 16 Mars 2025 xyxy=(820,1589,940,1602)
espk-title: ESPK xyxy=(820,1508,1190,1531)
text-line: La Commune de Ploudalmézeau met en vente deux lotissements : xyxy=(1200,357,1513,370)
text-line: 12ème édition de la Cap Iroise au Port de Portsall. xyxy=(1313,1966,1550,1979)
text-line: Section route : Le dimanche 16 mars, départ à 8h30 du local rue de Kerjolys. Pour le détail des parcours, consultez le site www.to2p.fr, lien « Planning de la semaine ». xyxy=(1200,1713,1565,1751)
text-line: Aménagement du parvis de l'église de Portsall : xyxy=(820,803,1060,816)
list-item: 5. Délégations accordées au Maire en application de l'article L2122-22 CGCT xyxy=(838,418,1190,431)
table-row xyxy=(23,1301,392,1331)
